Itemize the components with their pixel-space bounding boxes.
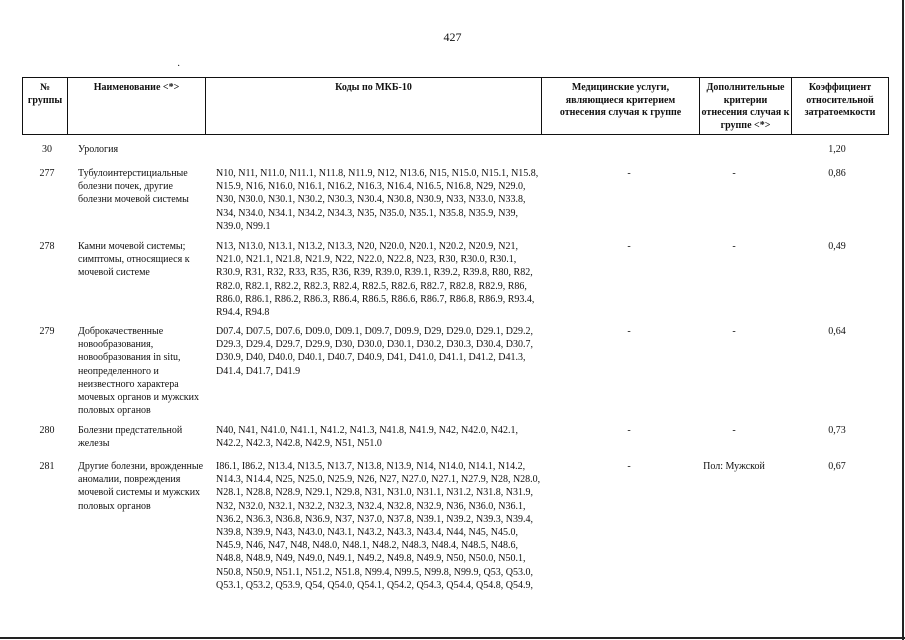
row-name: Камни мочевой системы; симптомы, относящиеся к мочевой системе [78,241,190,279]
row-coef: 1,20 [828,144,846,155]
row-services: - [627,461,631,472]
row-services: - [627,326,631,337]
row-num: 281 [39,461,55,472]
row-codes: D07.4, D07.5, D07.6, D09.0, D09.1, D09.7, D09.9, D29, D29.0, D29.1, D29.2, D29.3, D29.4, D29.7, D29.9, D30, D30.0, D30.1, D30.2, D30.3, D30.4, D30.7, D30.9, D40, D40.0, D40.1, D40.7, D40.9, D41, D41.0, D41.1, D41.2, D41.3, D41.4, D41.7, D41.9 [216,326,533,377]
header-criteria: Дополнительные критерии отнесения случая к группе <*> [699,78,791,134]
row-criteria: - [732,425,736,436]
row-name: Тубулоинтерстициальные болезни почек, другие болезни мочевой системы [78,168,189,206]
page-number: 427 [443,30,462,44]
row-num: 278 [39,241,55,252]
row-services: - [627,168,631,179]
row-name: Другие болезни, врожденные аномалии, повреждения мочевой системы и мужских половых органов [78,461,204,512]
row-coef: 0,86 [828,168,846,179]
table-header [22,77,889,135]
table-row [22,240,889,322]
row-num: 30 [42,144,52,155]
row-codes: N10, N11, N11.0, N11.1, N11.8, N11.9, N12, N13.6, N15, N15.0, N15.1, N15.8, N15.9, N16, N16.0, N16.1, N16.2, N16.3, N16.4, N16.5, N16.8, N29, N29.0, N30, N30.0, N30.1, N30.2, N30.3, N30.4, N30.8, N30.9, N33, N33.0, N33.8, N34, N34.0, N34.1, N34.2, N34.3, N35, N35.0, N35.1, N35.8, N35.9, N39, N39.0, N99.1 [216,168,539,232]
row-criteria: - [732,326,736,337]
row-criteria: - [732,241,736,252]
scan-mark: · [177,61,181,72]
row-num: 277 [39,168,55,179]
row-coef: 0,64 [828,326,846,337]
row-coef: 0,73 [828,425,846,436]
row-codes: N40, N41, N41.0, N41.1, N41.2, N41.3, N41.8, N41.9, N42, N42.0, N42.1, N42.2, N42.3, N42.8, N42.9, N51, N51.0 [216,425,518,450]
row-criteria: - [732,168,736,179]
table-row [22,424,889,454]
row-services: - [627,241,631,252]
table-row [22,143,889,159]
header-coefficient: Коэффициент относительной затратоемкости [791,78,888,134]
page-frame-bottom [0,637,905,639]
header-group-number: № группы [27,82,63,106]
table-row [22,167,889,239]
header-services: Медицинские услуги, являющиеся критерием отнесения случая к группе [541,78,699,134]
row-coef: 0,49 [828,241,846,252]
row-name: Урология [78,144,119,155]
row-coef: 0,67 [828,461,846,472]
header-icd-codes: Коды по МКБ-10 [205,78,541,134]
row-num: 280 [39,425,55,436]
row-criteria: Пол: Мужской [703,461,765,472]
table-row [22,325,889,417]
row-num: 279 [39,326,55,337]
page-frame-right [902,0,904,640]
table-row [22,460,889,636]
row-services: - [627,425,631,436]
header-name: Наименование <*> [67,78,205,134]
row-name: Болезни предстательной железы [78,425,183,450]
row-codes: I86.1, I86.2, N13.4, N13.5, N13.7, N13.8, N13.9, N14, N14.0, N14.1, N14.2, N14.3, N14.4, N25, N25.0, N25.9, N26, N27, N27.0, N27.1, N27.9, N28, N28.0, N28.1, N28.8, N28.9, N29.1, N29.8, N31, N31.0, N31.1, N31.2, N31.8, N31.9, N32, N32.0, N32.1, N32.2, N32.3, N32.4, N32.8, N32.9, N36, N36.0, N36.1, N36.2, N36.3, N36.8, N36.9, N37, N37.0, N37.8, N39.1, N39.2, N39.3, N39.4, N39.8, N39.9, N43, N43.0, N43.1, N43.2, N43.3, N43.4, N44, N45, N45.0, N45.9, N46, N47, N48, N48.0, N48.1, N48.2, N48.3, N48.4, N48.5, N48.6, N48.8, N48.9, N49, N49.0, N49.1, N49.2, N49.8, N49.9, N50, N50.0, N50.1, N50.8, N50.9, N51.1, N51.2, N51.8, N99.4, N99.5, N99.8, N99.9, Q53, Q53.0, Q53.1, Q53.2, Q53.9, Q54, Q54.0, Q54.1, Q54.2, Q54.3, Q54.4, Q54.8, Q54.9, [216,461,541,591]
row-name: Доброкачественные новообразования, новообразования in situ, неопределенного и неизвестного характера мочевых органов и мужских половых органов [78,326,200,417]
row-codes: N13, N13.0, N13.1, N13.2, N13.3, N20, N20.0, N20.1, N20.2, N20.9, N21, N21.0, N21.1, N21.8, N21.9, N22, N22.0, N22.8, N23, R30, R30.0, R30.1, R30.9, R31, R32, R33, R35, R36, R39, R39.0, R39.1, R39.2, R39.8, R80, R82, R82.0, R82.1, R82.2, R82.3, R82.4, R82.5, R82.6, R82.7, R82.8, R82.9, R86, R86.0, R86.1, R86.2, R86.3, R86.4, R86.5, R86.6, R86.7, R86.8, R86.9, R93.4, R94.4, R94.8 [216,241,535,319]
